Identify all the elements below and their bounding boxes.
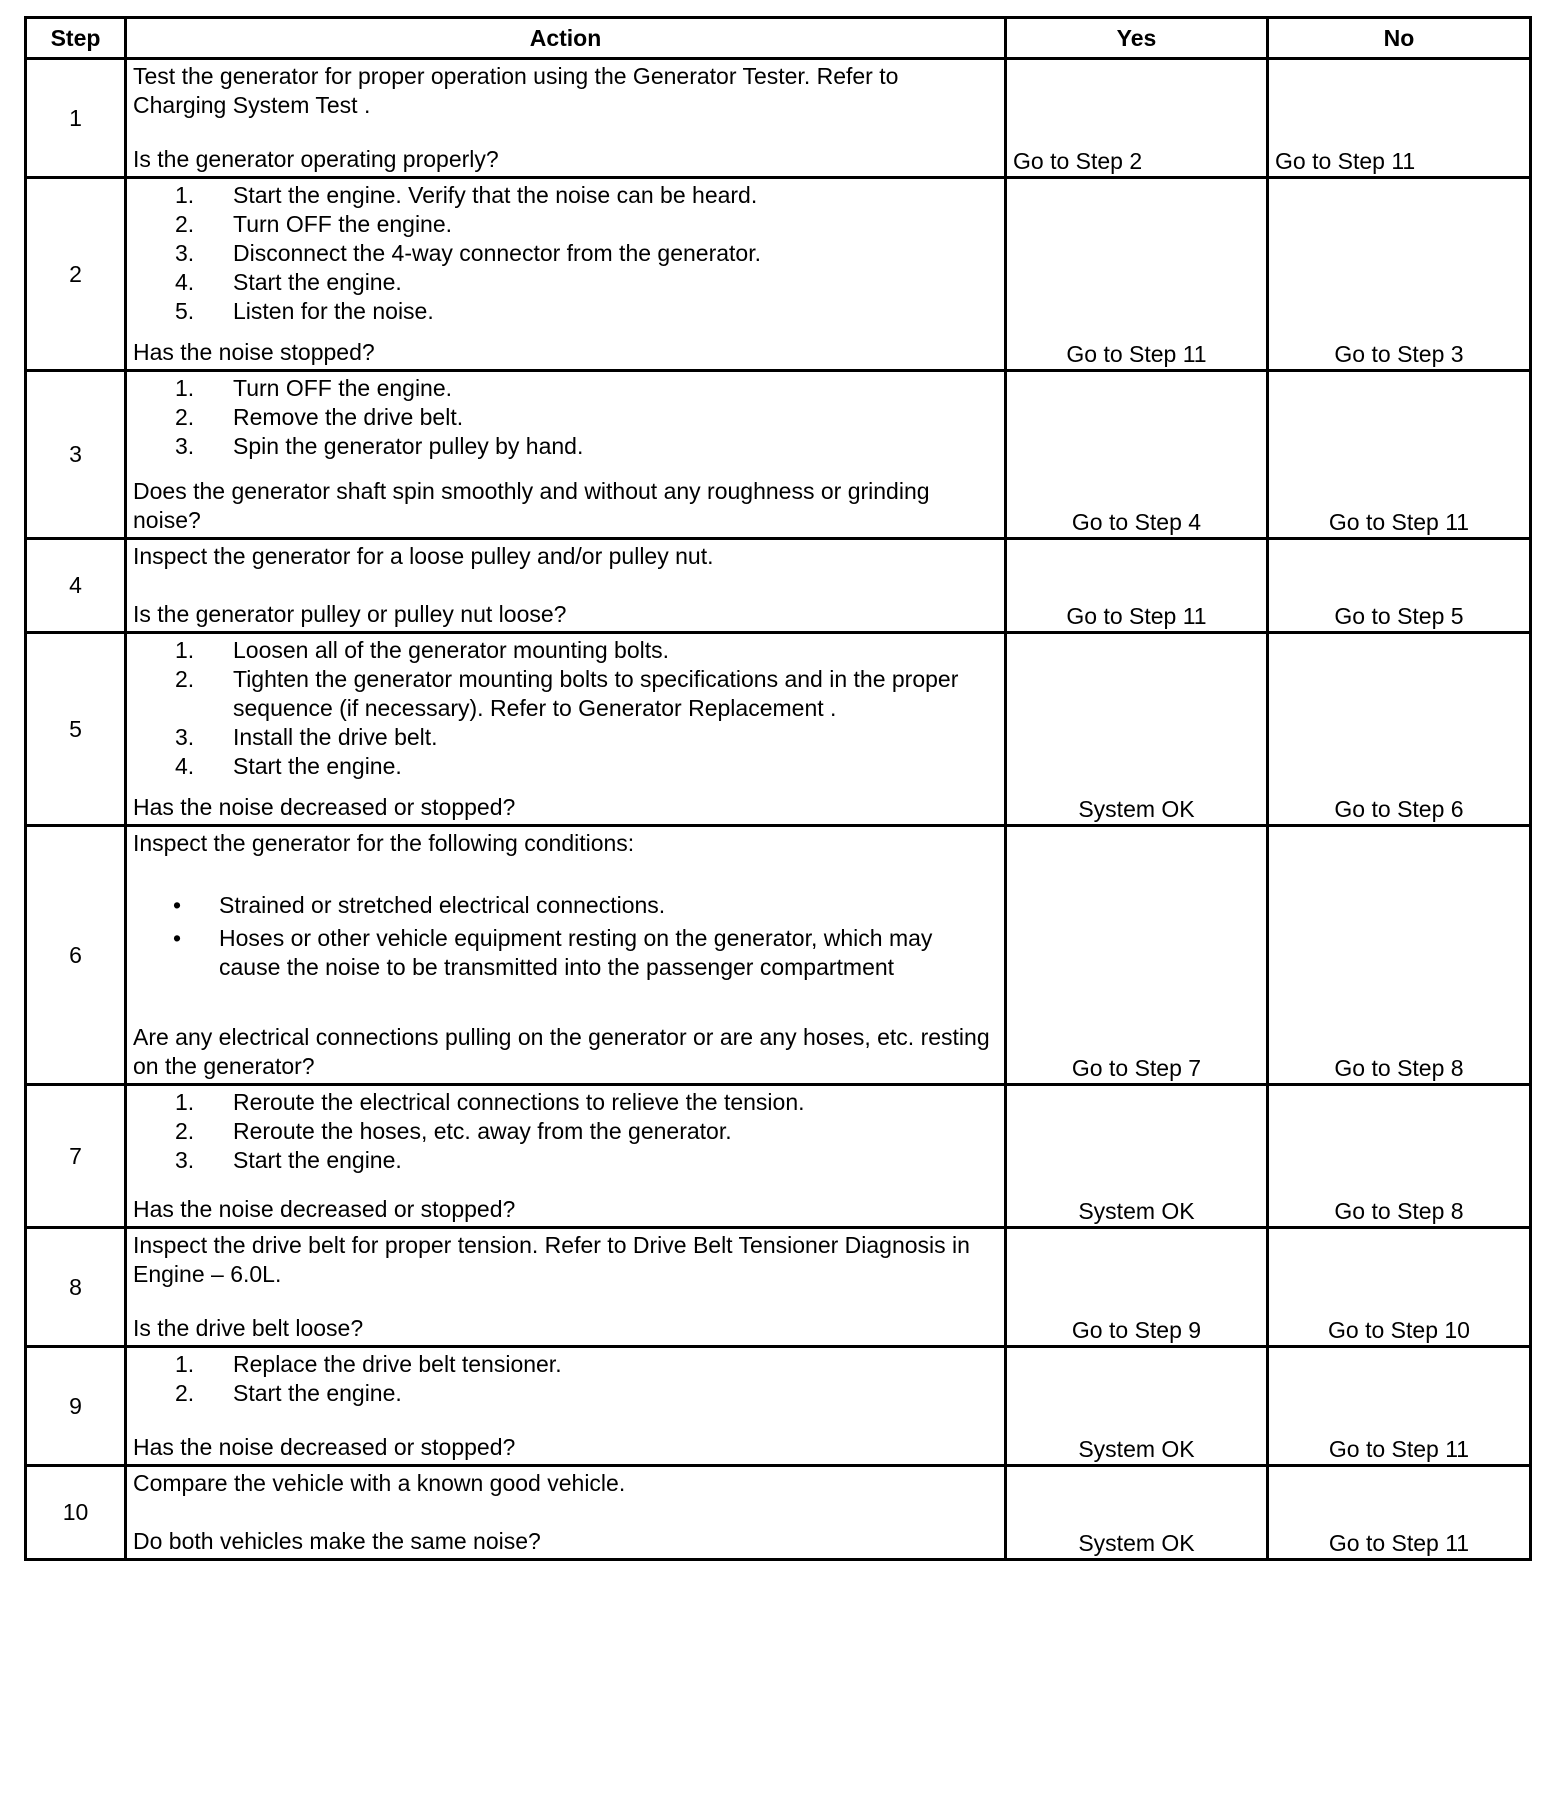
action-intro: Inspect the generator for the following conditions: — [133, 830, 635, 856]
yes-answer: Go to Step 11 — [1006, 178, 1268, 371]
action-question: Are any electrical connections pulling on the generator or are any hoses, etc. resting on the generator? — [133, 1024, 990, 1079]
action-cell — [126, 178, 1006, 371]
action-cell — [126, 371, 1006, 539]
action-cell — [126, 633, 1006, 826]
action-question: Has the noise stopped? — [133, 339, 375, 365]
yes-answer: System OK — [1006, 633, 1268, 826]
no-answer: Go to Step 10 — [1268, 1228, 1531, 1347]
step-number: 6 — [26, 826, 126, 1085]
list-item: 1. Turn OFF the engine. — [175, 375, 453, 401]
no-answer: Go to Step 11 — [1268, 1466, 1531, 1560]
action-steps — [133, 374, 998, 461]
no-answer: Go to Step 5 — [1268, 539, 1531, 633]
table-row — [26, 371, 1531, 539]
step-number: 2 — [26, 178, 126, 371]
list-item: 2. Reroute the hoses, etc. away from the generator. — [175, 1118, 732, 1144]
action-cell — [126, 1228, 1006, 1347]
list-item: 5. Listen for the noise. — [175, 298, 434, 324]
no-answer: Go to Step 11 — [1268, 59, 1531, 178]
action-intro: Test the generator for proper operation using the Generator Tester. Refer to Charging System Test . — [133, 63, 899, 118]
action-question: Is the drive belt loose? — [133, 1315, 364, 1341]
list-item: 4. Start the engine. — [175, 753, 402, 779]
step-number: 8 — [26, 1228, 126, 1347]
action-question: Does the generator shaft spin smoothly and without any roughness or grinding noise? — [133, 478, 930, 533]
table-row — [26, 1347, 1531, 1466]
step-number: 9 — [26, 1347, 126, 1466]
yes-answer: Go to Step 2 — [1006, 59, 1268, 178]
yes-answer: System OK — [1006, 1085, 1268, 1228]
action-cell — [126, 826, 1006, 1085]
list-item: • Strained or stretched electrical connections. — [173, 892, 666, 918]
action-steps — [133, 636, 998, 781]
list-item: 2. Remove the drive belt. — [175, 404, 464, 430]
list-item: 3. Spin the generator pulley by hand. — [175, 433, 584, 459]
table-row — [26, 826, 1531, 1085]
list-item: 1. Replace the drive belt tensioner. — [175, 1351, 562, 1377]
list-item: 1. Start the engine. Verify that the noise can be heard. — [175, 182, 758, 208]
list-item: 1. Reroute the electrical connections to relieve the tension. — [175, 1089, 805, 1115]
yes-answer: System OK — [1006, 1466, 1268, 1560]
header-yes: Yes — [1006, 18, 1268, 59]
list-item: 2. Tighten the generator mounting bolts to specifications and in the proper sequence (if necessary). Refer to Generator Replacement . — [175, 666, 959, 721]
header-action: Action — [126, 18, 1006, 59]
no-answer: Go to Step 8 — [1268, 826, 1531, 1085]
action-question: Has the noise decreased or stopped? — [133, 794, 516, 820]
table-row — [26, 1228, 1531, 1347]
action-question: Is the generator pulley or pulley nut loose? — [133, 601, 567, 627]
list-item: 3. Start the engine. — [175, 1147, 402, 1173]
list-item: 3. Disconnect the 4-way connector from the generator. — [175, 240, 762, 266]
action-question: Has the noise decreased or stopped? — [133, 1196, 516, 1222]
action-question: Is the generator operating properly? — [133, 146, 499, 172]
table-row — [26, 633, 1531, 826]
yes-answer: Go to Step 7 — [1006, 826, 1268, 1085]
action-cell — [126, 1085, 1006, 1228]
no-answer: Go to Step 8 — [1268, 1085, 1531, 1228]
step-number: 4 — [26, 539, 126, 633]
list-item: 2. Turn OFF the engine. — [175, 211, 453, 237]
action-steps — [133, 1350, 998, 1408]
step-number: 7 — [26, 1085, 126, 1228]
action-intro: Inspect the generator for a loose pulley and/or pulley nut. — [133, 543, 714, 569]
no-answer: Go to Step 6 — [1268, 633, 1531, 826]
yes-answer: Go to Step 11 — [1006, 539, 1268, 633]
no-answer: Go to Step 11 — [1268, 371, 1531, 539]
table-row — [26, 1085, 1531, 1228]
yes-answer: Go to Step 4 — [1006, 371, 1268, 539]
step-number: 5 — [26, 633, 126, 826]
list-item: • Hoses or other vehicle equipment resting on the generator, which may cause the noise to be transmitted into the passenger compartment — [173, 925, 933, 980]
list-item: 2. Start the engine. — [175, 1380, 402, 1406]
table-row — [26, 59, 1531, 178]
table-row — [26, 178, 1531, 371]
action-intro: Inspect the drive belt for proper tension. Refer to Drive Belt Tensioner Diagnosis in Engine – 6.0L. — [133, 1232, 970, 1287]
action-steps — [133, 1088, 998, 1175]
action-question: Do both vehicles make the same noise? — [133, 1528, 541, 1554]
step-number: 3 — [26, 371, 126, 539]
header-no: No — [1268, 18, 1531, 59]
list-item: 3. Install the drive belt. — [175, 724, 438, 750]
action-cell — [126, 1347, 1006, 1466]
table-row — [26, 539, 1531, 633]
action-bullets — [133, 891, 998, 982]
step-number: 10 — [26, 1466, 126, 1560]
yes-answer: System OK — [1006, 1347, 1268, 1466]
action-question: Has the noise decreased or stopped? — [133, 1434, 516, 1460]
action-cell — [126, 539, 1006, 633]
header-step: Step — [26, 18, 126, 59]
table-row — [26, 1466, 1531, 1560]
no-answer: Go to Step 3 — [1268, 178, 1531, 371]
header-row — [26, 18, 1531, 59]
yes-answer: Go to Step 9 — [1006, 1228, 1268, 1347]
no-answer: Go to Step 11 — [1268, 1347, 1531, 1466]
action-cell — [126, 59, 1006, 178]
list-item: 1. Loosen all of the generator mounting bolts. — [175, 637, 670, 663]
action-steps — [133, 181, 998, 326]
step-number: 1 — [26, 59, 126, 178]
action-intro: Compare the vehicle with a known good vehicle. — [133, 1470, 626, 1496]
diagnostic-table — [24, 16, 1532, 1561]
list-item: 4. Start the engine. — [175, 269, 402, 295]
action-cell — [126, 1466, 1006, 1560]
